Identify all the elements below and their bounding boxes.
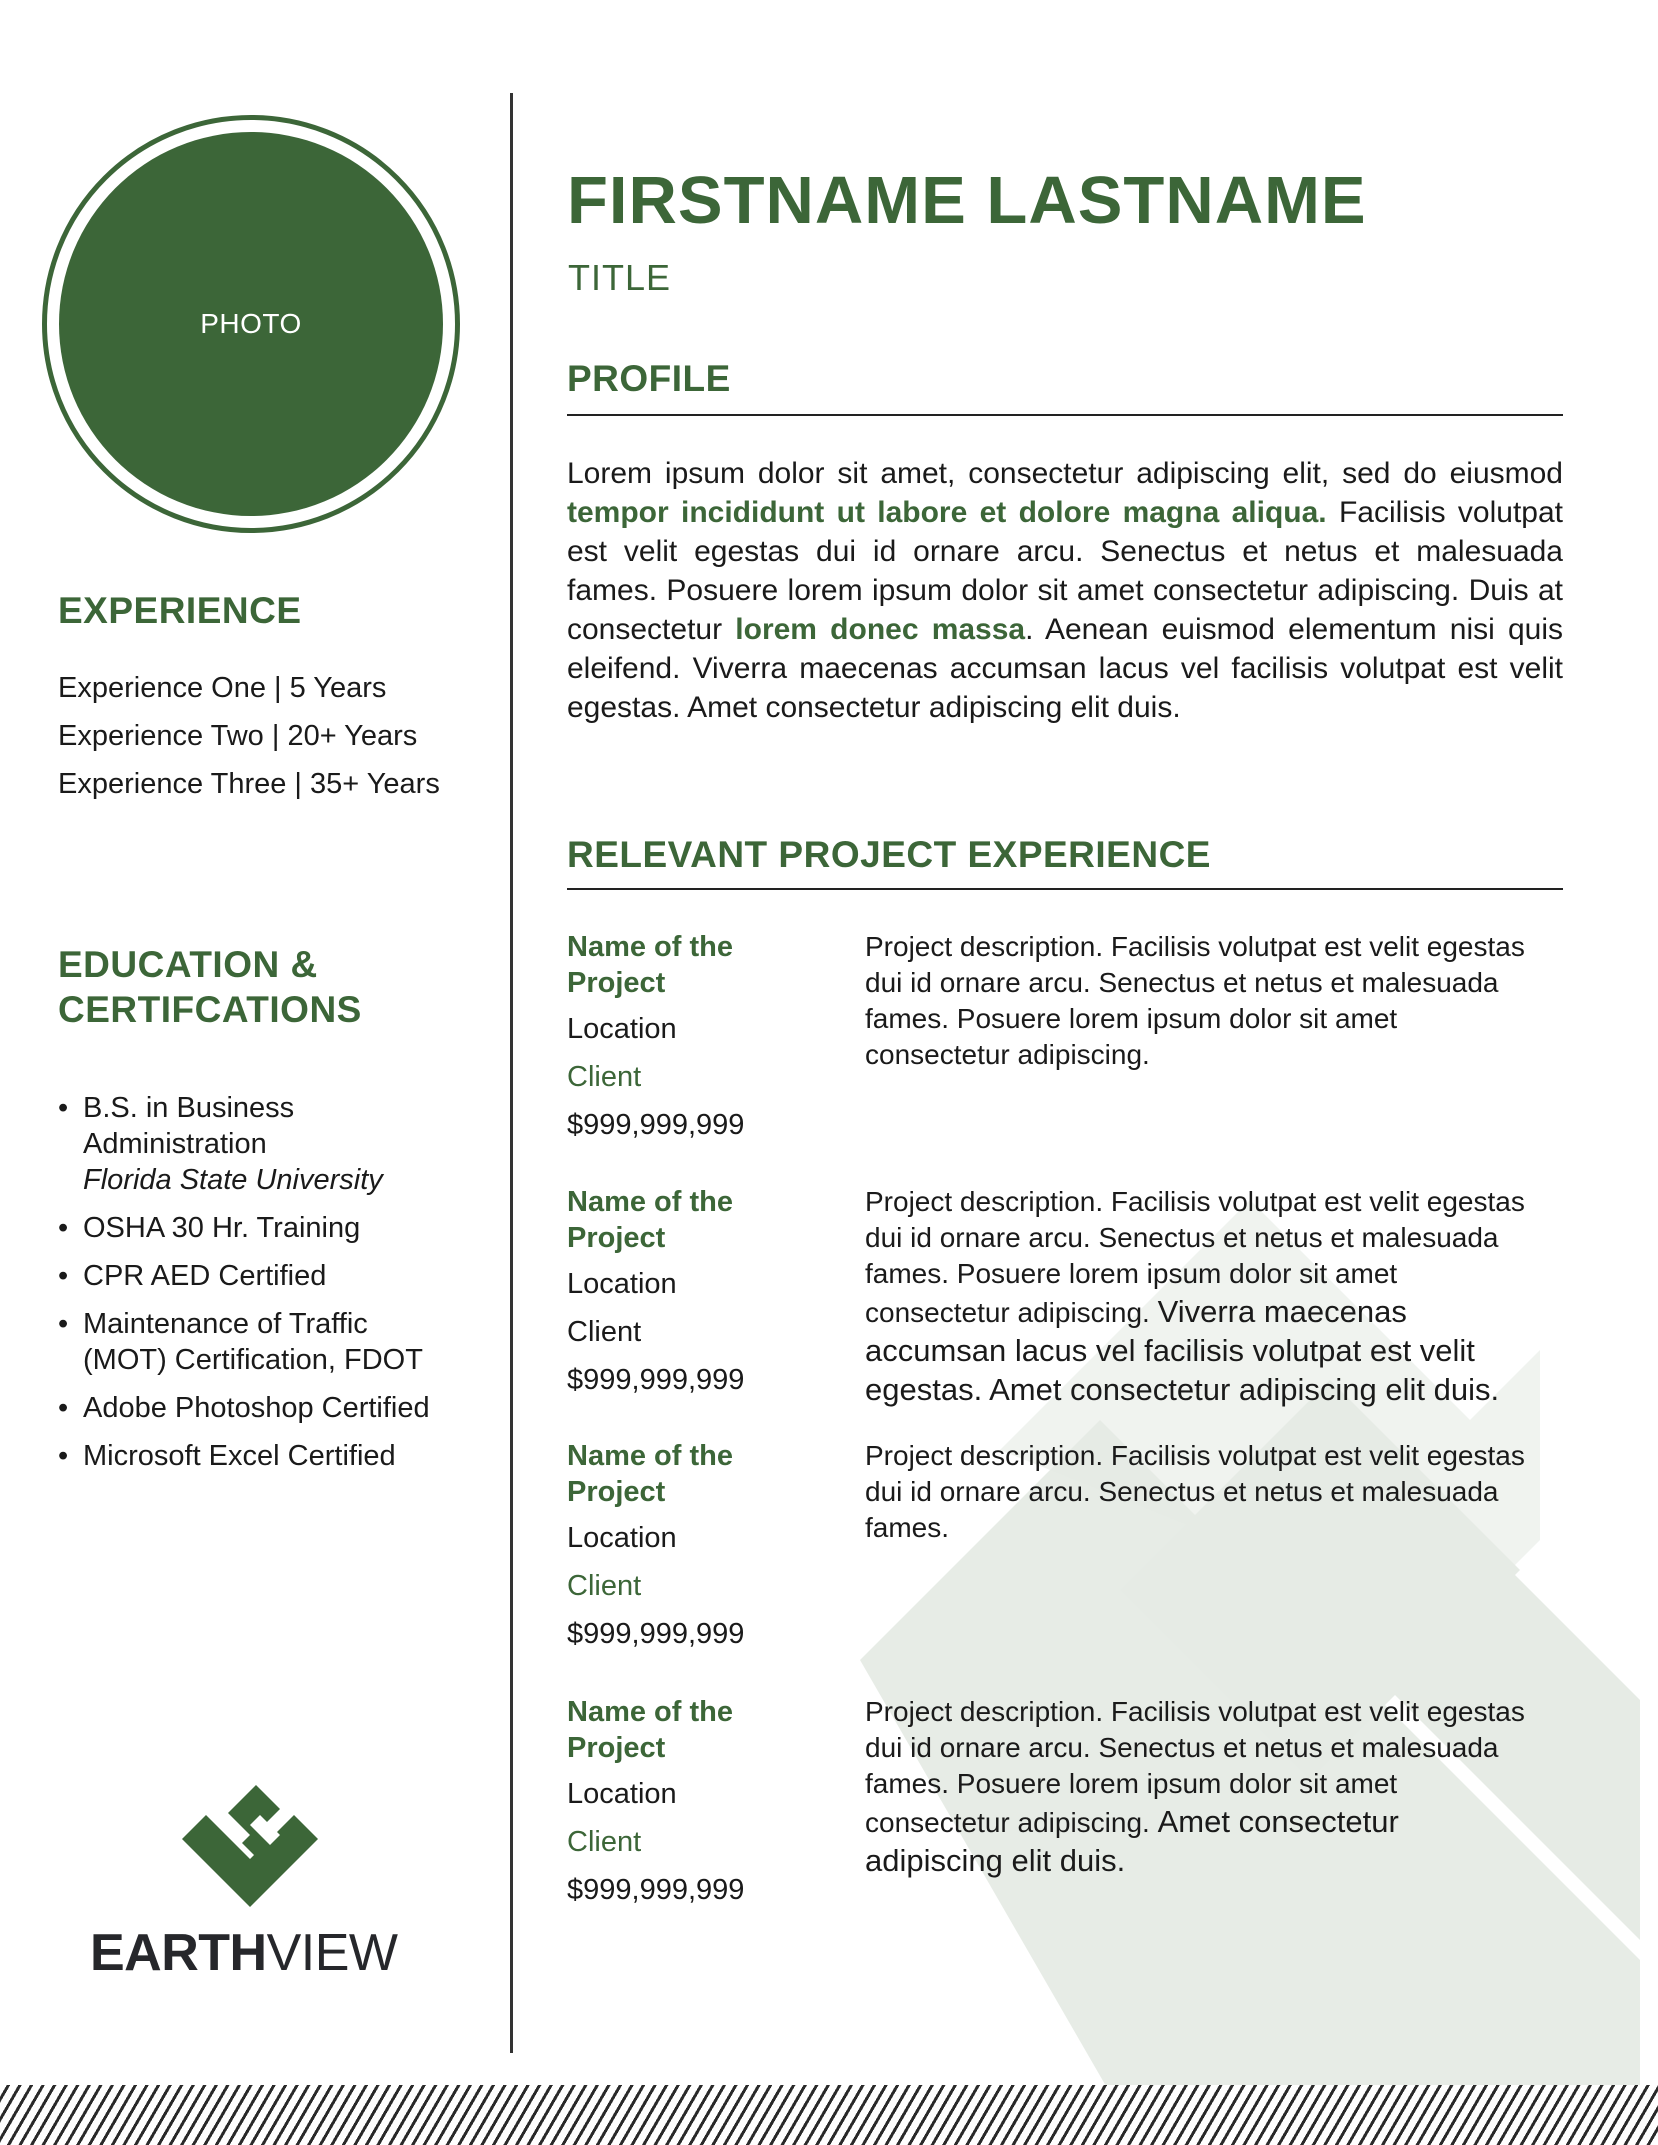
profile-paragraph (567, 454, 1563, 727)
project-description (865, 1184, 1545, 1409)
project-name: Name of the Project (567, 931, 733, 999)
project-description-text: Project description. Facilisis volutpat est velit egestas dui id ornare arcu. Senectus et netus et malesuada fames. Posuere lorem ipsum dolor sit amet consectetur adipiscing. (865, 931, 1525, 1070)
bullet-icon: • (58, 1212, 69, 1244)
education-item (58, 1390, 438, 1426)
earthview-logo-icon (180, 1785, 320, 1915)
project-name: Name of the Project (567, 1186, 733, 1254)
project-name: Name of the Project (567, 1440, 733, 1508)
project-location: Location (567, 1778, 677, 1810)
logo-wordmark (90, 1925, 410, 1981)
education-item (58, 1438, 438, 1474)
column-divider (510, 93, 513, 2053)
candidate-name: FIRSTNAME LASTNAME (567, 163, 1367, 238)
experience-list (58, 664, 440, 808)
photo-label: PHOTO (59, 132, 443, 516)
project-name: Name of the Project (567, 1696, 733, 1764)
photo-placeholder (42, 115, 460, 533)
bullet-icon: • (58, 1308, 69, 1340)
project-description-extra: Viverra maecenas accumsan lacus vel facilisis volutpat est velit egestas. Amet consectetur adipiscing elit duis. (865, 1294, 1500, 1407)
education-item-text: B.S. in Business Administration (83, 1092, 295, 1160)
education-item (58, 1306, 438, 1378)
candidate-title: TITLE (568, 257, 672, 298)
profile-text-3: . Aenean euismod elementum nisi quis eleifend. Viverra maecenas accumsan lacus vel facilisis volutpat est velit egestas. Amet consectetur adipiscing elit duis. (567, 613, 1563, 724)
project-value: $999,999,999 (567, 1364, 745, 1396)
education-item (58, 1210, 438, 1246)
footer-stripe-band (0, 2085, 1658, 2145)
experience-item: Experience One | 5 Years (58, 672, 387, 704)
education-item-text: CPR AED Certified (83, 1260, 327, 1292)
education-item-text: OSHA 30 Hr. Training (83, 1212, 361, 1244)
logo-text-light: VIEW (266, 1924, 398, 1982)
project-description-text: Project description. Facilisis volutpat est velit egestas dui id ornare arcu. Senectus et netus et malesuada fames. Posuere lorem ipsum dolor sit amet consectetur adipiscing. (865, 1696, 1525, 1838)
project-value: $999,999,999 (567, 1618, 745, 1650)
project-description (865, 1438, 1545, 1546)
profile-text-2: Facilisis volutpat est velit egestas dui id ornare arcu. Senectus et netus et malesuada fames. Posuere lorem ipsum dolor sit amet consectetur adipiscing. Duis at consectetur (567, 496, 1564, 646)
project-location: Location (567, 1013, 677, 1045)
project-client: Client (567, 1061, 642, 1093)
project-description-text: Project description. Facilisis volutpat est velit egestas dui id ornare arcu. Senectus et netus et malesuada fames. (865, 1440, 1525, 1543)
education-item-text: Adobe Photoshop Certified (83, 1392, 430, 1424)
project-description (865, 1694, 1545, 1880)
earthview-logo (90, 1785, 410, 1981)
section-divider (567, 888, 1563, 890)
project-description (865, 929, 1545, 1073)
education-item (58, 1090, 438, 1198)
experience-item: Experience Two | 20+ Years (58, 720, 418, 752)
education-item-text: Microsoft Excel Certified (83, 1440, 396, 1472)
project-client: Client (567, 1570, 642, 1602)
bullet-icon: • (58, 1440, 69, 1472)
profile-text-1: Lorem ipsum dolor sit amet, consectetur adipiscing elit, sed do eiusmod (567, 457, 1563, 490)
bullet-icon: • (58, 1392, 69, 1424)
project-client: Client (567, 1826, 642, 1858)
education-heading-line1: EDUCATION & (58, 944, 318, 985)
education-heading-line2: CERTIFCATIONS (58, 989, 362, 1030)
section-divider (567, 414, 1563, 416)
education-item-text: Maintenance of Traffic (MOT) Certification, FDOT (83, 1308, 423, 1376)
profile-highlight-1: tempor incididunt ut labore et dolore magna aliqua. (567, 496, 1327, 529)
project-value: $999,999,999 (567, 1874, 745, 1906)
project-description-text: Project description. Facilisis volutpat est velit egestas dui id ornare arcu. Senectus et netus et malesuada fames. Posuere lorem ipsum dolor sit amet consectetur adipiscing. (865, 1186, 1525, 1328)
projects-heading: RELEVANT PROJECT EXPERIENCE (567, 834, 1211, 875)
project-location: Location (567, 1268, 677, 1300)
experience-item: Experience Three | 35+ Years (58, 768, 440, 800)
project-value: $999,999,999 (567, 1109, 745, 1141)
project-description-extra: Amet consectetur adipiscing elit duis. (865, 1804, 1399, 1878)
bullet-icon: • (58, 1092, 69, 1124)
bullet-icon: • (58, 1260, 69, 1292)
profile-highlight-2: lorem donec massa (735, 613, 1026, 646)
project-client: Client (567, 1316, 642, 1348)
education-heading (58, 942, 418, 1032)
experience-heading: EXPERIENCE (58, 590, 302, 631)
project-location: Location (567, 1522, 677, 1554)
education-item-school: Florida State University (83, 1164, 383, 1196)
profile-heading: PROFILE (567, 358, 731, 399)
logo-text-bold: EARTH (90, 1924, 267, 1982)
education-item (58, 1258, 438, 1294)
education-list (58, 1090, 438, 1486)
